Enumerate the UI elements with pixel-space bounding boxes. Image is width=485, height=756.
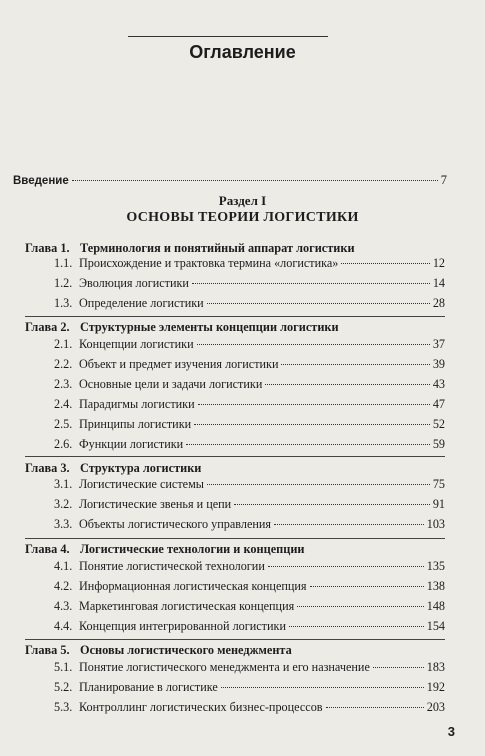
chapter-title: Основы логистического менеджмента [80, 643, 292, 657]
toc-entry-page: 28 [432, 296, 445, 310]
toc-entry [54, 417, 445, 432]
toc-entry-label: Информационная логистическая концепция [79, 579, 307, 593]
dot-leader [197, 344, 430, 345]
toc-entry-number: 3.3. [54, 517, 73, 531]
toc-entry-page: 103 [426, 517, 445, 531]
toc-entry-number: 1.1. [54, 256, 73, 270]
toc-entry-number: 4.3. [54, 599, 73, 613]
dot-leader [198, 404, 430, 405]
toc-entry-intro [13, 173, 447, 188]
dot-leader [186, 444, 430, 445]
chapter-number: Глава 1. [25, 241, 70, 255]
toc-entry-page: 7 [440, 173, 447, 187]
toc-entry-page: 183 [426, 660, 445, 674]
toc-entry-label: Понятие логистического менеджмента и его назначение [79, 660, 370, 674]
toc-entry-label: Эволюция логистики [79, 276, 189, 290]
toc-entry-label: Определение логистики [79, 296, 204, 310]
toc-entry [54, 296, 445, 311]
toc-entry-label: Принципы логистики [79, 417, 192, 431]
toc-entry-label: Введение [13, 175, 69, 187]
toc-entry [54, 517, 445, 532]
toc-entry-page: 192 [426, 680, 445, 694]
dot-leader [221, 687, 424, 688]
chapter-heading [25, 461, 201, 476]
toc-entry [54, 660, 445, 675]
dot-leader [373, 667, 424, 668]
toc-entry [54, 397, 445, 412]
toc-entry-page: 148 [426, 599, 445, 613]
toc-entry-page: 37 [432, 337, 445, 351]
toc-entry-page: 75 [432, 477, 445, 491]
toc-entry-page: 12 [432, 256, 445, 270]
chapter-heading [25, 241, 355, 256]
chapter-number: Глава 2. [25, 320, 70, 334]
dot-leader [281, 364, 429, 365]
toc-entry-number: 2.3. [54, 377, 73, 391]
chapter-title: Структурные элементы концепции логистики [80, 320, 339, 334]
dot-leader [297, 606, 424, 607]
toc-entry-page: 91 [432, 497, 445, 511]
chapter-divider [25, 639, 445, 640]
page-title: Оглавление [189, 42, 296, 62]
chapter-title: Структура логистики [80, 461, 202, 475]
dot-leader [268, 566, 424, 567]
toc-entry-page: 138 [426, 579, 445, 593]
toc-entry-number: 2.4. [54, 397, 73, 411]
toc-entry-number: 1.3. [54, 296, 73, 310]
toc-entry-page: 203 [426, 700, 445, 714]
toc-entry-label: Объект и предмет изучения логистики [79, 357, 279, 371]
chapter-title: Логистические технологии и концепции [80, 542, 305, 556]
dot-leader [192, 283, 430, 284]
toc-entry-page: 47 [432, 397, 445, 411]
toc-entry-number: 4.4. [54, 619, 73, 633]
toc-entry-number: 3.2. [54, 497, 73, 511]
dot-leader [310, 586, 424, 587]
page-number: 3 [447, 724, 455, 739]
toc-entry [54, 377, 445, 392]
toc-entry-number: 5.1. [54, 660, 73, 674]
dot-leader [274, 524, 424, 525]
toc-entry [54, 579, 445, 594]
toc-entry-number: 4.1. [54, 559, 73, 573]
toc-entry [54, 337, 445, 352]
dot-leader [341, 263, 429, 264]
toc-entry-page: 154 [426, 619, 445, 633]
toc-entry [54, 700, 445, 715]
dot-leader [289, 626, 424, 627]
chapter-number: Глава 4. [25, 542, 70, 556]
toc-entry [54, 256, 445, 271]
toc-entry-label: Маркетинговая логистическая концепция [79, 599, 295, 613]
toc-entry-label: Логистические системы [79, 477, 204, 491]
toc-entry [54, 559, 445, 574]
chapter-divider [25, 316, 445, 317]
toc-entry-label: Функции логистики [79, 437, 184, 451]
toc-entry [54, 497, 445, 512]
toc-entry-label: Концепция интегрированной логистики [79, 619, 286, 633]
chapter-heading [25, 320, 339, 335]
toc-entry-label: Концепции логистики [79, 337, 194, 351]
toc-entry [54, 477, 445, 492]
dot-leader [326, 707, 424, 708]
toc-entry-number: 5.3. [54, 700, 73, 714]
chapter-heading [25, 542, 305, 557]
toc-entry-number: 5.2. [54, 680, 73, 694]
dot-leader [194, 424, 430, 425]
toc-entry [54, 276, 445, 291]
toc-entry-page: 43 [432, 377, 445, 391]
toc-entry-label: Происхождение и трактовка термина «логистика» [79, 256, 339, 270]
toc-entry-number: 3.1. [54, 477, 73, 491]
toc-entry-label: Парадигмы логистики [79, 397, 195, 411]
toc-entry-label: Объекты логистического управления [79, 517, 272, 531]
toc-entry-number: 1.2. [54, 276, 73, 290]
dot-leader [72, 180, 438, 181]
section-label: Раздел I [218, 193, 267, 208]
chapter-heading [25, 643, 292, 658]
dot-leader [265, 384, 429, 385]
chapter-number: Глава 5. [25, 643, 70, 657]
chapter-title: Терминология и понятийный аппарат логистики [80, 241, 355, 255]
toc-entry-page: 14 [432, 276, 445, 290]
toc-entry-number: 4.2. [54, 579, 73, 593]
toc-entry-label: Планирование в логистике [79, 680, 218, 694]
toc-entry [54, 619, 445, 634]
top-rule [128, 36, 328, 37]
toc-entry-page: 59 [432, 437, 445, 451]
toc-entry-number: 2.2. [54, 357, 73, 371]
toc-entry-label: Основные цели и задачи логистики [79, 377, 263, 391]
toc-entry-number: 2.6. [54, 437, 73, 451]
dot-leader [207, 303, 430, 304]
toc-entry [54, 437, 445, 452]
toc-entry-label: Логистические звенья и цепи [79, 497, 232, 511]
toc-entry-page: 135 [426, 559, 445, 573]
toc-entry [54, 357, 445, 372]
toc-entry-label: Контроллинг логистических бизнес-процессов [79, 700, 323, 714]
section-title: ОСНОВЫ ТЕОРИИ ЛОГИСТИКИ [126, 210, 359, 225]
toc-entry-page: 52 [432, 417, 445, 431]
dot-leader [207, 484, 430, 485]
chapter-divider [25, 456, 445, 457]
toc-entry [54, 599, 445, 614]
chapter-number: Глава 3. [25, 461, 70, 475]
toc-entry-number: 2.1. [54, 337, 73, 351]
dot-leader [234, 504, 430, 505]
toc-entry-page: 39 [432, 357, 445, 371]
toc-entry [54, 680, 445, 695]
chapter-divider [25, 538, 445, 539]
toc-entry-label: Понятие логистической технологии [79, 559, 265, 573]
toc-entry-number: 2.5. [54, 417, 73, 431]
